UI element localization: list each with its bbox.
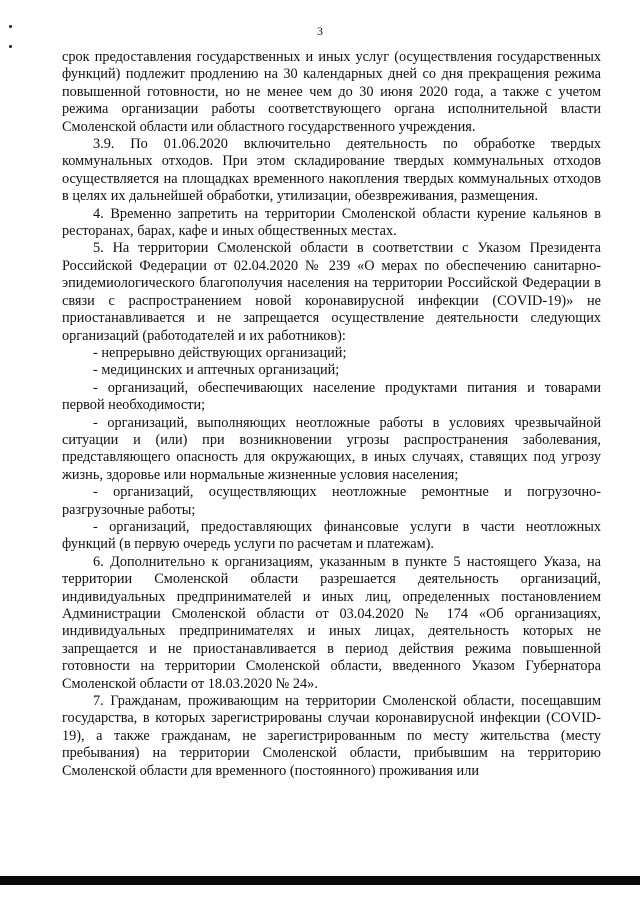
page-number: 3 [317, 24, 323, 38]
margin-mark [9, 45, 12, 48]
list-item: - медицинских и аптечных организаций; [93, 362, 340, 379]
document-body [62, 49, 601, 780]
list-item: - организаций, выполняющих неотложные работы в условиях чрезвычайной ситуации и (или) при возникновении угрозы распространения заболевания, представляющего опасность для окружающих, в иных случаях, ставящих под угрозу жизнь, здоровье или нормальные жизненные условия населения; [62, 414, 601, 483]
paragraph-3-9: 3.9. По 01.06.2020 включительно деятельность по обработке твердых коммунальных отходов. При этом складирование твердых коммунальных отходов осуществляется на площадках временного накопления твердых коммунальных отходов в целях их дальнейшей обработки, утилизации, обезвреживания, размещения. [62, 136, 601, 205]
paragraph-5: 5. На территории Смоленской области в соответствии с Указом Президента Российской Федерации от 02.04.2020 № 239 «О мерах по обеспечению санитарно-эпидемиологического благополучия населения на территории Российской Федерации в связи с распространением новой коронавирусной инфекции (COVID-19)» не приостанавливается и не запрещается осуществление деятельности следующих организаций (работодателей и их работников): [62, 240, 601, 344]
paragraph-6: 6. Дополнительно к организациям, указанным в пункте 5 настоящего Указа, на территории Смоленской области разрешается деятельность организаций, индивидуальных предпринимателей и иных лиц, определенных постановлением Администрации Смоленской области от 03.04.2020 № 174 «Об организациях, индивидуальных предпринимателях и иных лицах, деятельность которых не запрещается и не приостанавливается в период действия режима повышенной готовности на территории Смоленской области, введенного Указом Губернатора Смоленской области от 18.03.2020 № 24». [62, 553, 601, 692]
paragraph-7: 7. Гражданам, проживающим на территории Смоленской области, посещавшим государства, в которых зарегистрированы случаи коронавирусной инфекции (COVID-19), а также гражданам, не зарегистрированным по месту жительства (месту пребывания) на территории Смоленской области, прибывшим на территорию Смоленской области для временного (постоянного) проживания или [62, 693, 601, 779]
scan-edge-bar [0, 876, 640, 885]
list-item: - непрерывно действующих организаций; [93, 344, 347, 361]
list-item: - организаций, предоставляющих финансовые услуги в части неотложных функций (в первую очередь услуги по расчетам и платежам). [62, 518, 601, 553]
paragraph-continuation: срок предоставления государственных и иных услуг (осуществления государственных функций) подлежит продлению на 30 календарных дней со дня прекращения режима повышенной готовности, но не менее чем до 30 июня 2020 года, а также с учетом режима организации работы соответствующего органа исполнительной власти Смоленской области или областного государственного учреждения. [62, 49, 601, 135]
margin-mark [9, 25, 12, 28]
list-item: - организаций, обеспечивающих население продуктами питания и товарами первой необходимости; [62, 379, 601, 414]
list-item: - организаций, осуществляющих неотложные ремонтные и погрузочно-разгрузочные работы; [62, 484, 601, 518]
paragraph-4: 4. Временно запретить на территории Смоленской области курение кальянов в ресторанах, барах, кафе и иных общественных местах. [62, 205, 601, 240]
